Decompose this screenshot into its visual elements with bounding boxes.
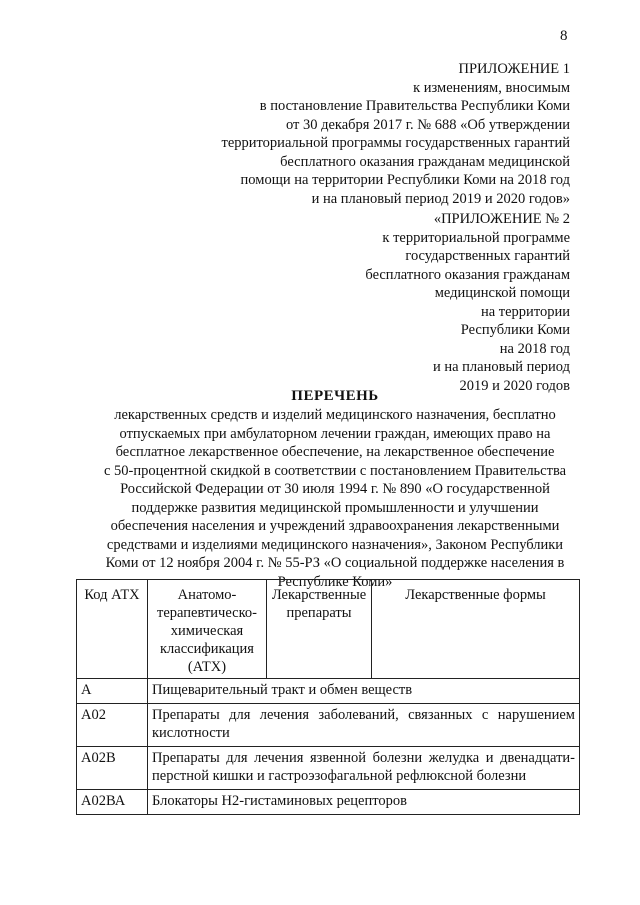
appendix-2-line: бесплатного оказания гражданам — [365, 266, 570, 283]
header-atx-line: химическая — [170, 623, 244, 639]
row-code: А02ВА — [77, 790, 148, 815]
table-row — [77, 704, 580, 747]
description-line: средствами и изделиями медицинского назначения», Законом Республики — [106, 536, 564, 553]
row-code: А — [77, 679, 148, 704]
description-line: лекарственных средств и изделий медицинского назначения, бесплатно — [114, 407, 556, 423]
header-atx-line: Анатомо- — [177, 587, 237, 603]
header-atx-line: (АТХ) — [187, 659, 227, 675]
drug-list-table — [76, 579, 580, 815]
description-line: Коми от 12 ноября 2004 г. № 55-РЗ «О социальной поддержке населения в — [105, 555, 565, 571]
appendix-1-line: территориальной программы государственных гарантий — [221, 135, 570, 151]
appendix-2-line: на 2018 год — [499, 340, 570, 357]
appendix-1-line: помощи на территории Республики Коми на 2018 год — [240, 172, 570, 188]
row-code: А02В — [77, 747, 148, 790]
description-line: Республике Коми» — [277, 573, 393, 590]
header-forms: Лекарственные формы — [372, 580, 580, 679]
appendix-1-line: в постановление Правительства Республики Коми — [259, 98, 570, 114]
appendix-1-line: к изменениям, вносимым — [413, 79, 570, 96]
appendix-1-line: ПРИЛОЖЕНИЕ 1 — [458, 61, 570, 77]
table-row — [77, 679, 580, 704]
header-drugs-line: Лекарственные — [271, 587, 367, 603]
header-drugs — [267, 580, 372, 679]
description-line: обеспечения населения и учреждений здравоохранения лекарственными — [110, 518, 560, 534]
appendix-1-header — [222, 60, 571, 208]
appendix-1-line: и на плановый период 2019 и 2020 годов» — [311, 190, 570, 207]
appendix-1-line: бесплатного оказания гражданам медицинской — [280, 153, 570, 170]
description-line: с 50-процентной скидкой в соответствии с постановлением Правительства — [103, 462, 567, 479]
table-header-row — [77, 580, 580, 679]
header-atx-line: классификация — [160, 641, 254, 657]
description-line: отпускаемых при амбулаторном лечении граждан, имеющих право на — [119, 425, 551, 442]
description-line: поддержке развития медицинской промышленности и улучшении — [131, 499, 539, 516]
row-description: Препараты для лечения заболеваний, связанных с нарушением кислотности — [148, 704, 580, 747]
description-line: бесплатное лекарственное обеспечение, на лекарственное обеспечение — [115, 444, 555, 460]
header-atx — [148, 580, 267, 679]
list-title-block — [70, 386, 600, 591]
table-row — [77, 790, 580, 815]
row-description: Препараты для лечения язвенной болезни желудка и двенадцати-перстной кишки и гастроэзофагальной рефлюксной болезни — [148, 747, 580, 790]
description-line: Российской Федерации от 30 июля 1994 г. № 890 «О государственной — [120, 481, 550, 497]
row-code: А02 — [77, 704, 148, 747]
document-title: ПЕРЕЧЕНЬ — [291, 388, 379, 404]
appendix-2-header — [365, 210, 570, 395]
header-drugs-line: препараты — [286, 605, 352, 621]
header-code: Код АТХ — [77, 580, 148, 679]
row-description: Блокаторы Н2-гистаминовых рецепторов — [148, 790, 580, 815]
appendix-2-line: 2019 и 2020 годов — [459, 377, 570, 394]
row-description: Пищеварительный тракт и обмен веществ — [148, 679, 580, 704]
appendix-1-line: от 30 декабря 2017 г. № 688 «Об утверждении — [285, 116, 570, 133]
appendix-2-line: медицинской помощи — [434, 285, 570, 301]
appendix-2-line: и на плановый период — [432, 359, 570, 375]
appendix-2-line: к территориальной программе — [382, 229, 570, 246]
appendix-2-line: «ПРИЛОЖЕНИЕ № 2 — [433, 211, 570, 227]
appendix-2-line: государственных гарантий — [405, 248, 570, 264]
appendix-2-line: на территории — [480, 303, 570, 320]
appendix-2-line: Республики Коми — [460, 322, 570, 338]
document-description — [70, 406, 600, 591]
header-atx-line: терапевтическо- — [157, 605, 257, 621]
page-number: 8 — [560, 28, 568, 44]
table-row — [77, 747, 580, 790]
